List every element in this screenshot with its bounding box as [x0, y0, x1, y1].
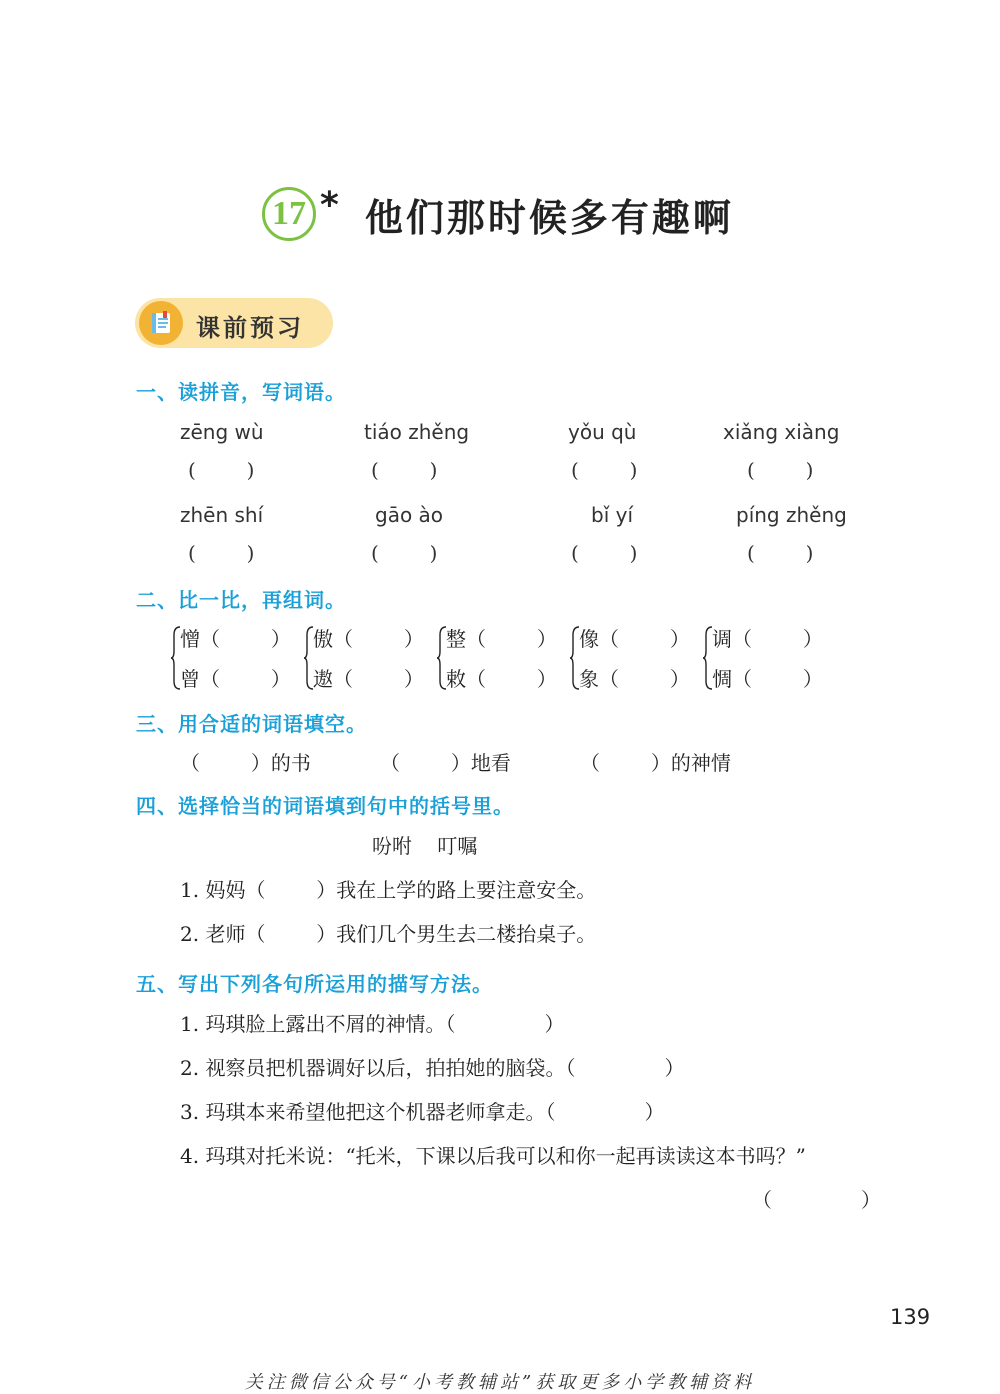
answer-blank-6[interactable]: ( ): [371, 541, 438, 565]
compare-word-bottom[interactable]: 曾（ ）: [180, 667, 291, 691]
compare-pair-3: [436, 623, 561, 693]
lesson-star: *: [320, 184, 339, 226]
fill-item-1[interactable]: （ ）的书: [180, 751, 311, 775]
compare-word-bottom[interactable]: 象（ ）: [579, 667, 690, 691]
compare-pair-5: [702, 623, 827, 693]
pinyin-2: tiáo zhěng: [364, 420, 470, 444]
lesson-title: 他们那时候多有趣啊: [364, 195, 734, 240]
fill-item-2[interactable]: （ ）地看: [380, 751, 511, 775]
answer-blank-4[interactable]: ( ): [747, 458, 814, 482]
compare-word-top[interactable]: 憎（ ）: [180, 627, 291, 651]
word-choices: 吩咐 叮嘱: [372, 834, 478, 858]
book-icon: [139, 301, 183, 345]
lesson-title-block: [262, 180, 734, 248]
lesson-number-badge: 17: [262, 187, 316, 241]
compare-pair-4: [569, 623, 694, 693]
section5-heading: 五、写出下列各句所运用的描写方法。: [136, 972, 493, 996]
section3-heading: 三、用合适的词语填空。: [136, 712, 367, 736]
section4-heading: 四、选择恰当的词语填到句中的括号里。: [136, 794, 514, 818]
pinyin-4: xiǎng xiàng: [723, 420, 840, 444]
compare-word-top[interactable]: 傲（ ）: [313, 627, 424, 651]
fill-item-3[interactable]: （ ）的神情: [580, 751, 731, 775]
compare-word-bottom[interactable]: 敕（ ）: [446, 667, 557, 691]
method-item-4-blank[interactable]: （ ）: [752, 1188, 882, 1212]
compare-pair-2: [303, 623, 428, 693]
compare-word-top[interactable]: 调（ ）: [712, 627, 823, 651]
compare-word-top[interactable]: 整（ ）: [446, 627, 557, 651]
footer-note: 关注微信公众号“小考教辅站”获取更多小学教辅资料: [244, 1372, 756, 1393]
section2-heading: 二、比一比，再组词。: [136, 588, 346, 612]
compare-word-top[interactable]: 像（ ）: [579, 627, 690, 651]
answer-blank-2[interactable]: ( ): [371, 458, 438, 482]
method-item-2[interactable]: 2. 视察员把机器调好以后，拍拍她的脑袋。（ ）: [180, 1056, 685, 1080]
pinyin-3: yǒu qù: [568, 420, 637, 444]
pinyin-5: zhēn shí: [180, 503, 264, 527]
banner-label: 课前预习: [196, 314, 304, 342]
answer-blank-3[interactable]: ( ): [571, 458, 638, 482]
pinyin-6: gāo ào: [375, 503, 444, 527]
pinyin-8: píng zhěng: [736, 503, 847, 527]
page-number: 139: [890, 1305, 931, 1329]
compare-pair-1: [170, 623, 295, 693]
answer-blank-5[interactable]: ( ): [188, 541, 255, 565]
method-item-3[interactable]: 3. 玛琪本来希望他把这个机器老师拿走。（ ）: [180, 1100, 665, 1124]
pinyin-7: bǐ yí: [591, 503, 634, 527]
answer-blank-8[interactable]: ( ): [747, 541, 814, 565]
answer-blank-7[interactable]: ( ): [571, 541, 638, 565]
compare-word-bottom[interactable]: 惆（ ）: [712, 667, 823, 691]
section1-heading: 一、读拼音，写词语。: [136, 380, 346, 404]
compare-word-bottom[interactable]: 遨（ ）: [313, 667, 424, 691]
pinyin-1: zēng wù: [180, 420, 264, 444]
sentence-1[interactable]: 1. 妈妈（ ）我在上学的路上要注意安全。: [180, 878, 597, 902]
method-item-4: 4. 玛琪对托米说：“托米，下课以后我可以和你一起再读读这本书吗？”: [180, 1144, 806, 1168]
method-item-1[interactable]: 1. 玛琪脸上露出不屑的神情。（ ）: [180, 1012, 565, 1036]
answer-blank-1[interactable]: ( ): [188, 458, 255, 482]
sentence-2[interactable]: 2. 老师（ ）我们几个男生去二楼抬桌子。: [180, 922, 597, 946]
